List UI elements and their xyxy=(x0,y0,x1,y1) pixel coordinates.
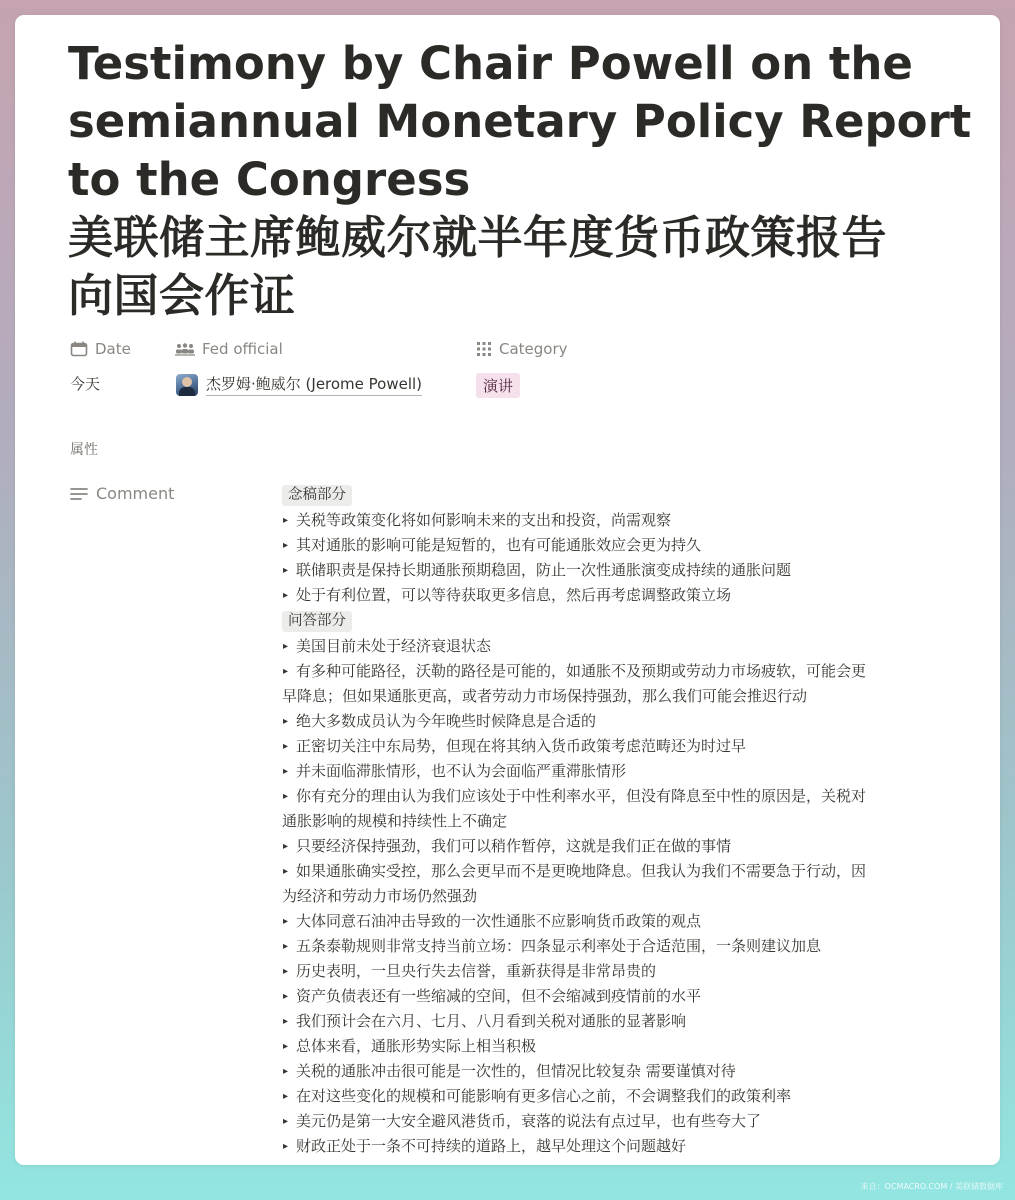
list-item: ▸ 历史表明，一旦央行失去信誉，重新获得是非常昂贵的 xyxy=(283,962,657,980)
list-item: ▸ 联储职责是保持长期通胀预期稳固，防止一次性通胀演变成持续的通胀问题 xyxy=(283,561,792,579)
properties-section-label[interactable]: 属性 xyxy=(70,442,98,458)
comment-property-header[interactable] xyxy=(70,484,174,503)
list-item: ▸ 大体同意石油冲击导致的一次性通胀不应影响货币政策的观点 xyxy=(283,912,702,930)
list-item: ▸ 总体来看，通胀形势实际上相当积极 xyxy=(283,1037,537,1055)
page-title xyxy=(68,35,972,325)
list-item: ▸ 其对通胀的影响可能是短暂的，也有可能通胀效应会更为持久 xyxy=(283,536,702,554)
list-item: ▸ 如果通胀确实受控，那么会更早而不是更晚地降息。但我认为我们不需要急于行动，因 为经济和劳动力市场仍然强劲 xyxy=(282,862,867,905)
list-item: ▸ 你有充分的理由认为我们应该处于中性利率水平，但没有降息至中性的原因是，关税对 通胀影响的规模和持续性上不确定 xyxy=(282,787,867,830)
date-value-text: 今天 xyxy=(70,375,101,393)
list-item: ▸ 在对这些变化的规模和可能影响有更多信心之前，不会调整我们的政策利率 xyxy=(283,1087,792,1105)
page-card xyxy=(15,15,1000,1165)
list-item: ▸ 有多种可能路径，沃勒的路径是可能的，如通胀不及预期或劳动力市场疲软，可能会更 早降息；但如果通胀更高，或者劳动力市场保持强劲，那么我们可能会推迟行动 xyxy=(282,662,867,705)
title-line-cn-1: 美联储主席鲍威尔就半年度货币政策报告 xyxy=(68,211,888,264)
date-property-label: Date xyxy=(95,340,131,358)
list-item: ▸ 关税等政策变化将如何影响未来的支出和投资，尚需观察 xyxy=(283,511,672,529)
title-line-cn-2: 向国会作证 xyxy=(68,269,296,322)
list-item: ▸ 正密切关注中东局势，但现在将其纳入货币政策考虑范畴还为时过早 xyxy=(283,737,747,755)
category-tag[interactable]: 演讲 xyxy=(476,373,520,398)
category-property-header[interactable] xyxy=(476,340,568,358)
avatar xyxy=(176,374,198,396)
category-property-label: Category xyxy=(499,340,568,358)
title-line-en-1: Testimony by Chair Powell on the xyxy=(68,37,913,90)
comment-body[interactable] xyxy=(282,482,962,1159)
list-item: ▸ 美元仍是第一大安全避风港货币，衰落的说法有点过早，也有些夸大了 xyxy=(283,1112,762,1130)
source-watermark: 来自：OCMACRO.COM / 美联储数据库 xyxy=(860,1182,1003,1191)
date-property-header[interactable] xyxy=(70,340,131,358)
prepared-remarks-heading: 念稿部分 xyxy=(282,485,352,506)
list-item: ▸ 只要经济保持强劲，我们可以稍作暂停，这就是我们正在做的事情 xyxy=(283,837,732,855)
title-line-en-2: semiannual Monetary Policy Report xyxy=(68,95,972,148)
category-value[interactable] xyxy=(476,373,520,398)
qa-heading: 问答部分 xyxy=(282,611,352,632)
list-item: ▸ 并未面临滞胀情形，也不认为会面临严重滞胀情形 xyxy=(283,762,627,780)
text-lines-icon xyxy=(70,487,88,501)
list-item: ▸ 资产负债表还有一些缩减的空间，但不会缩减到疫情前的水平 xyxy=(283,987,702,1005)
list-item: ▸ 美国目前未处于经济衰退状态 xyxy=(283,637,492,655)
date-value[interactable] xyxy=(70,373,100,394)
title-line-en-3: to the Congress xyxy=(68,153,471,206)
fed-official-property-label: Fed official xyxy=(202,340,283,358)
list-item: ▸ 关税的通胀冲击很可能是一次性的，但情况比较复杂 需要谨慎对待 xyxy=(283,1062,736,1080)
comment-label: Comment xyxy=(96,484,175,503)
fed-official-property-header[interactable] xyxy=(175,340,283,358)
fed-official-name[interactable]: 杰罗姆·鲍威尔 (Jerome Powell) xyxy=(206,373,422,396)
list-item: ▸ 我们预计会在六月、七月、八月看到关税对通胀的显著影响 xyxy=(283,1012,687,1030)
grid-icon xyxy=(476,341,492,357)
calendar-icon xyxy=(70,341,88,357)
list-item: ▸ 绝大多数成员认为今年晚些时候降息是合适的 xyxy=(283,712,597,730)
fed-official-value[interactable] xyxy=(176,373,422,396)
list-item: ▸ 财政正处于一条不可持续的道路上，越早处理这个问题越好 xyxy=(283,1137,687,1155)
people-icon xyxy=(175,342,195,356)
list-item: ▸ 五条泰勒规则非常支持当前立场：四条显示利率处于合适范围，一条则建议加息 xyxy=(283,937,822,955)
list-item: ▸ 处于有利位置，可以等待获取更多信息，然后再考虑调整政策立场 xyxy=(283,586,732,604)
